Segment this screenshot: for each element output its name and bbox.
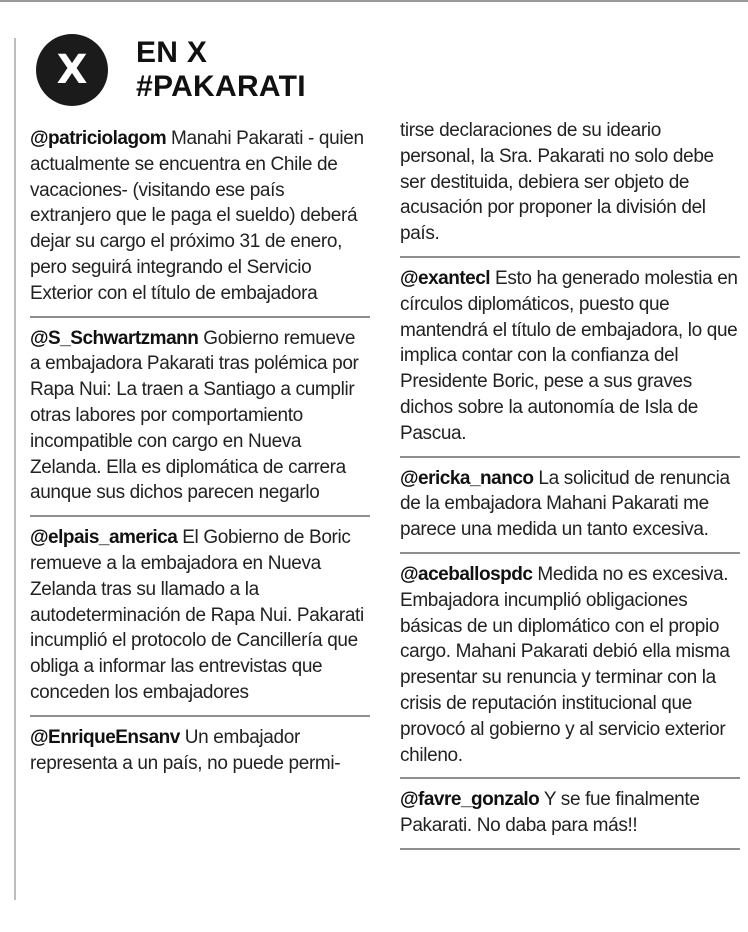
left-column-rule — [14, 38, 16, 900]
post-enriqueensanv — [30, 717, 370, 786]
post-handle: @patriciolagom — [30, 128, 167, 149]
post-ericka-nanco — [400, 458, 740, 554]
post-exantecl — [400, 258, 740, 458]
post-handle: @aceballospdc — [400, 563, 533, 585]
post-handle: @elpais_america — [30, 527, 178, 549]
section-title-hashtag: #PAKARATI — [136, 70, 306, 103]
posts-column-left — [30, 118, 370, 785]
post-handle: @exantecl — [400, 267, 491, 289]
post-s-schwartzmann — [30, 318, 370, 518]
post-favre-gonzalo — [400, 779, 740, 850]
post-aceballospdc — [400, 554, 740, 779]
post-text: Medida no es excesiva. Embajadora incumplió obligaciones básicas de un diplomático con el propio cargo. Mahani Pakarati debió ella misma presentar su renuncia y terminar con la crisis de reputación institucional que provocó al gobierno y al servicio exterior chileno. — [400, 563, 730, 766]
top-rule — [0, 0, 748, 2]
post-text: Un embajador representa a un país, no puede permi- — [30, 726, 341, 774]
post-patriciolagom — [30, 118, 370, 318]
x-logo-icon — [36, 34, 108, 106]
post-text: Esto ha generado molestia en círculos diplomáticos, puesto que mantendrá el título de embajadora, lo que implica contar con la confianza del Presidente Boric, pese a sus graves dichos sobre la autonomía de Isla de Pascua. — [400, 267, 738, 444]
post-text: Gobierno remueve a embajadora Pakarati tras polémica por Rapa Nui: La traen a Santiago a cumplir otras labores por comportamiento incompatible con cargo en Nueva Zelanda. Ella es diplomática de carrera aunque sus dichos parecen negarlo — [30, 327, 359, 504]
post-text: Manahi Pakarati - quien actualmente se encuentra en Chile de vacaciones- (visitando ese país extranjero que le paga el sueldo) deberá dejar su cargo el próximo 31 de enero, pero seguirá integrando el Servicio Exterior con el título de embajadora — [30, 128, 364, 304]
x-logo-letter: X — [56, 47, 88, 93]
post-text: El Gobierno de Boric remueve a la embajadora en Nueva Zelanda tras su llamado a la autodeterminación de Rapa Nui. Pakarati incumplió el protocolo de Cancillería que obliga a informar las entrevistas que conceden los embajadores — [30, 527, 364, 703]
post-text: Y se fue finalmente Pakarati. No daba para más!! — [400, 789, 700, 837]
section-title-line1: EN X — [136, 36, 208, 69]
post-handle: @ericka_nanco — [400, 467, 534, 489]
post-elpais-america — [30, 517, 370, 717]
posts-column-right — [400, 118, 740, 850]
post-handle: @S_Schwartzmann — [30, 327, 199, 349]
section-title — [136, 36, 306, 104]
post-handle: @favre_gonzalo — [400, 789, 540, 811]
post-text: tirse declaraciones de su ideario personal, la Sra. Pakarati no solo debe ser destituida, debiera ser objeto de acusación por proponer la división del país. — [400, 120, 714, 245]
post-enriqueensanv-continued — [400, 118, 740, 258]
post-text: La solicitud de renuncia de la embajadora Mahani Pakarati me parece una medida un tanto excesiva. — [400, 467, 730, 541]
post-handle: @EnriqueEnsanv — [30, 726, 180, 748]
